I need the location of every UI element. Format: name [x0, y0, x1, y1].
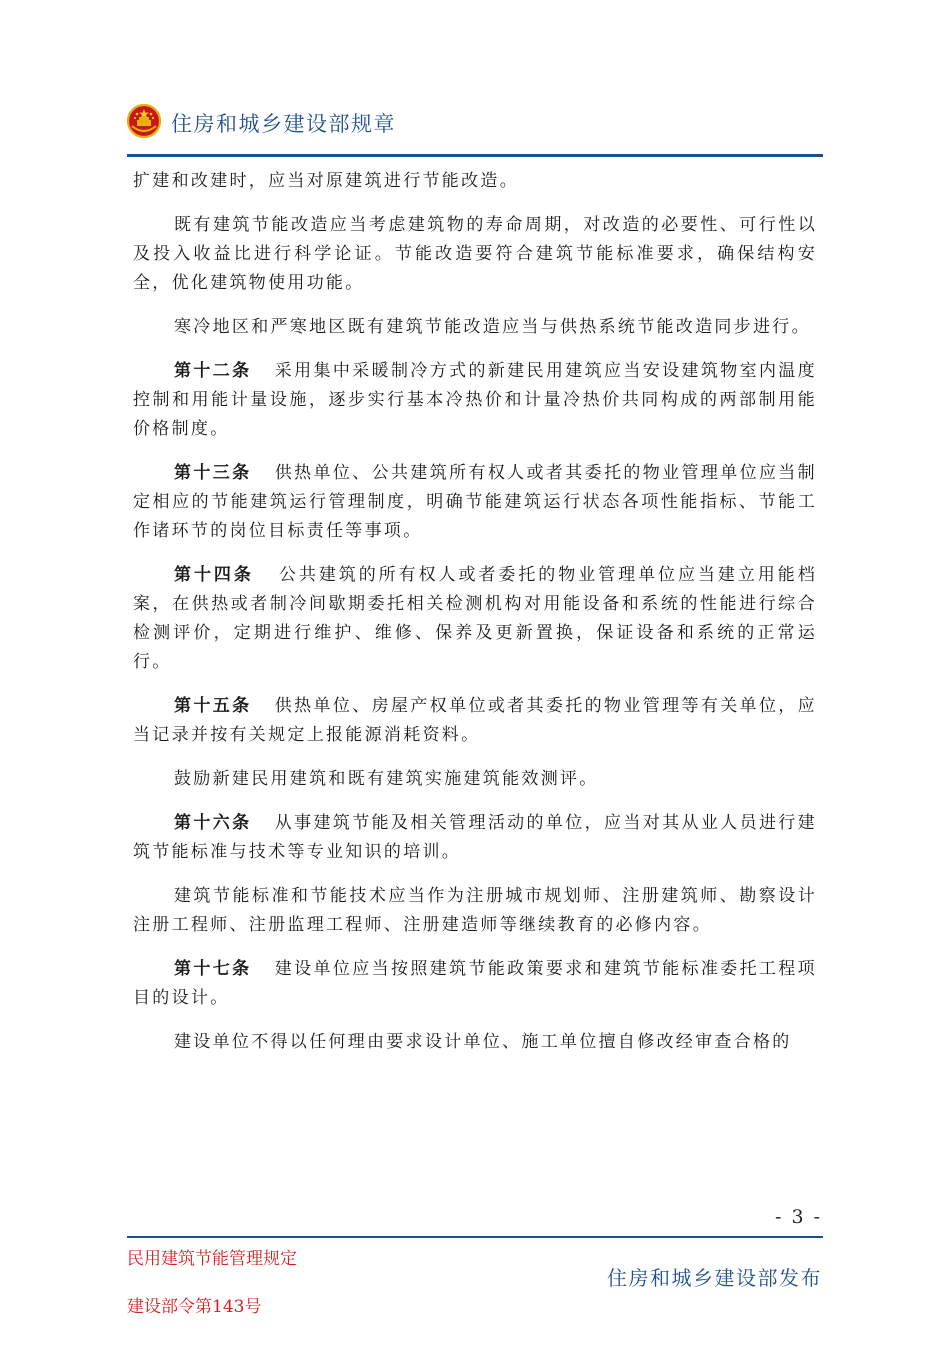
- body-paragraph: [133, 765, 817, 794]
- paragraph-text: 公共建筑的所有权人或者委托的物业管理单位应当建立用能档案，在供热或者制冷间歇期委托相关检测机构对用能设备和系统的性能进行综合检测评价，定期进行维护、维修、保养及更新置换，保证设备和系统的正常运行。: [133, 565, 817, 672]
- document-body: [133, 167, 817, 1072]
- article-number: 第十二条: [174, 361, 252, 381]
- article-paragraph: [133, 357, 817, 444]
- paragraph-text: 建筑节能标准和节能技术应当作为注册城市规划师、注册建筑师、勘察设计注册工程师、注册监理工程师、注册建造师等继续教育的必修内容。: [133, 886, 817, 935]
- article-number: 第十七条: [174, 959, 252, 979]
- body-paragraph: [133, 1028, 817, 1057]
- article-number: 第十六条: [174, 813, 252, 833]
- body-paragraph: [133, 167, 817, 196]
- paragraph-text: 鼓励新建民用建筑和既有建筑实施建筑能效测评。: [174, 769, 599, 789]
- paragraph-text: 从事建筑节能及相关管理活动的单位，应当对其从业人员进行建筑节能标准与技术等专业知识的培训。: [133, 813, 817, 862]
- footer-divider: [127, 1236, 823, 1238]
- article-gap: [251, 463, 274, 483]
- article-gap: [251, 959, 274, 979]
- footer-publisher: 住房和城乡建设部发布: [607, 1266, 822, 1290]
- footer-doc-title: 民用建筑节能管理规定: [127, 1249, 297, 1269]
- article-paragraph: [133, 809, 817, 867]
- article-paragraph: [133, 692, 817, 750]
- article-number: 第十四条: [174, 565, 254, 585]
- page-number: - 3 -: [774, 1206, 822, 1228]
- paragraph-text: 寒冷地区和严寒地区既有建筑节能改造应当与供热系统节能改造同步进行。: [174, 317, 811, 337]
- body-paragraph: [133, 211, 817, 298]
- paragraph-text: 供热单位、房屋产权单位或者其委托的物业管理等有关单位，应当记录并按有关规定上报能源消耗资料。: [133, 696, 817, 745]
- article-gap: [254, 565, 279, 585]
- paragraph-text: 扩建和改建时，应当对原建筑进行节能改造。: [133, 171, 519, 191]
- body-paragraph: [133, 313, 817, 342]
- article-paragraph: [133, 955, 817, 1013]
- article-number: 第十三条: [174, 463, 252, 483]
- paragraph-text: 建设单位应当按照建筑节能政策要求和建筑节能标准委托工程项目的设计。: [133, 959, 817, 1008]
- paragraph-text: 采用集中采暖制冷方式的新建民用建筑应当安设建筑物室内温度控制和用能计量设施，逐步实行基本冷热价和计量冷热价共同构成的两部制用能价格制度。: [133, 361, 817, 439]
- article-gap: [251, 696, 274, 716]
- body-paragraph: [133, 882, 817, 940]
- header-title: 住房和城乡建设部规章: [171, 112, 396, 136]
- paragraph-text: 建设单位不得以任何理由要求设计单位、施工单位擅自修改经审查合格的: [174, 1032, 792, 1052]
- footer-doc-number: 建设部令第143号: [127, 1297, 262, 1317]
- page-header: [127, 104, 823, 156]
- article-gap: [251, 813, 274, 833]
- paragraph-text: 供热单位、公共建筑所有权人或者其委托的物业管理单位应当制定相应的节能建筑运行管理制度，明确节能建筑运行状态各项性能指标、节能工作诸环节的岗位目标责任等事项。: [133, 463, 817, 541]
- national-emblem-icon: [127, 104, 161, 138]
- header-divider: [127, 154, 823, 157]
- paragraph-text: 既有建筑节能改造应当考虑建筑物的寿命周期，对改造的必要性、可行性以及投入收益比进行科学论证。节能改造要符合建筑节能标准要求，确保结构安全，优化建筑物使用功能。: [133, 215, 817, 293]
- article-paragraph: [133, 561, 817, 677]
- article-number: 第十五条: [174, 696, 252, 716]
- article-gap: [251, 361, 274, 381]
- article-paragraph: [133, 459, 817, 546]
